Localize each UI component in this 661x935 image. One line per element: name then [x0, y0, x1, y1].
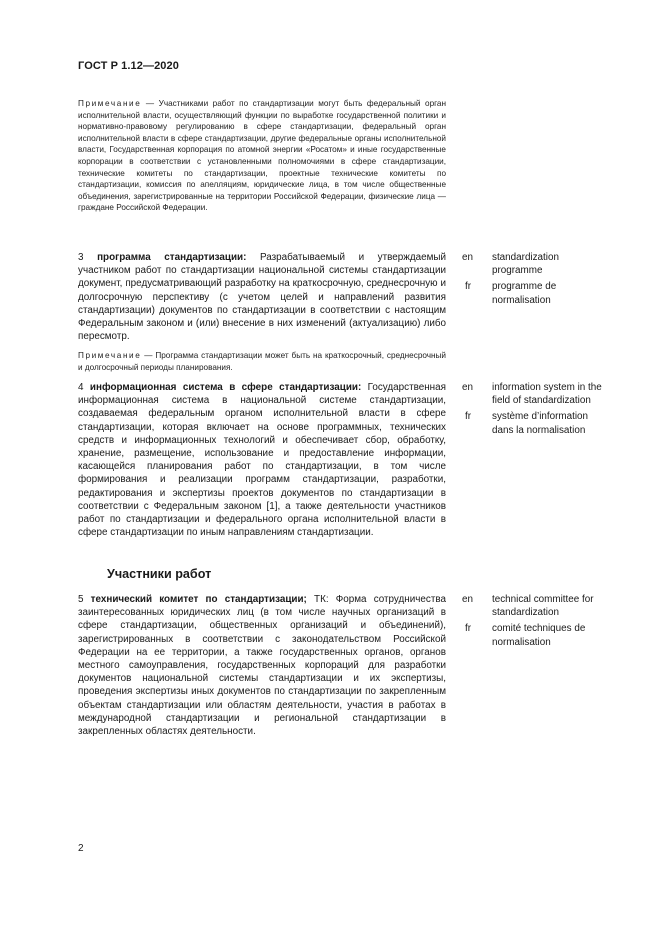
page-header: ГОСТ Р 1.12—2020 — [78, 60, 179, 72]
term-name: программа стандартизации: — [97, 252, 247, 263]
equivalent-en — [462, 593, 612, 619]
term-number: 5 — [78, 594, 91, 605]
term-3-equivalents — [462, 251, 612, 310]
term-5 — [78, 593, 446, 738]
term-4 — [78, 381, 446, 539]
term-name: информационная система в сфере стандартизации: — [89, 382, 362, 393]
page-number: 2 — [78, 843, 84, 854]
equivalent-text: information system in the field of standardization — [492, 382, 602, 407]
lang-code: en — [462, 594, 473, 605]
term-definition: ТК: Форма сотрудничества заинтересованных юридических лиц (в том числе научных организаций в сфере стандартизации, общественных организаций и объединений), зарегистрированных в соответствии с законодательством Российской Федерации на ее территории, а также государственных органов, органов местного самоуправления, государственных корпораций для разработки документов национальной системы стандартизации и их экспертизы, проведения экспертизы иных документов по стандартизации по закрепленным объектам стандартизации или областям деятельности, участия в работах в международной стандартизации и региональной стандартизации в закрепленных областях деятельности. — [78, 594, 446, 738]
equivalent-text: système d’information dans la normalisation — [492, 411, 589, 436]
note-text: — Участниками работ по стандартизации могут быть федеральный орган исполнительной власти, осуществляющий функции по выработке государственной политики и нормативно-правовому регулированию в сфере стандартизации, федеральный орган исполнительной власти в сфере стандартизации, другие федеральные органы исполнительной власти, Государственная корпорация по атомной энергии «Росатом» и иные государственные корпорации в соответствии с установленными полномочиями в сфере стандартизации, технические комитеты по стандартизации, проектные технические комитеты по стандартизации, комиссия по апелляциям, юридические лица, в том числе общественные объединения, зарегистрированные на территории Российской Федерации, физические лица — граждане Российской Федерации. — [78, 99, 446, 213]
term-name: технический комитет по стандартизации; — [90, 594, 307, 605]
note-label: Примечание — [78, 351, 142, 360]
equivalent-fr — [462, 410, 612, 436]
term-3 — [78, 251, 446, 343]
note-label: Примечание — [78, 99, 142, 108]
equivalent-text: programme de normalisation — [492, 281, 557, 306]
note-participants — [78, 98, 446, 214]
term-number: 3 — [78, 252, 98, 263]
lang-code: en — [462, 252, 473, 263]
term-definition: Разрабатываемый и утверждаемый участником работ по стандартизации национальной системы стандартизации документ, предусматривающий разработку на краткосрочную, среднесрочную и долгосрочную перспективу (с учетом целей и направлений развития стандартизации) документов по стандартизации в соответствии с настоящим Федеральным законом и (или) внесение в них изменений (актуализацию) либо пересмотр. — [78, 252, 446, 343]
equivalent-en — [462, 251, 612, 277]
lang-code: en — [462, 382, 473, 393]
term-4-equivalents — [462, 381, 612, 440]
equivalent-text: standardization programme — [492, 252, 559, 277]
note-text: — Программа стандартизации может быть на краткосрочный, среднесрочный и долгосрочный периоды планирования. — [78, 351, 446, 372]
lang-code: fr — [465, 281, 472, 293]
term-number: 4 — [78, 382, 90, 393]
equivalent-text: technical committee for standardization — [492, 594, 594, 619]
term-definition: Государственная информационная система в национальной системе стандартизации, создаваемая федеральным органом исполнительной власти в сфере стандартизации, которая включает на основе программных, технических средств и информационных технологий и обеспечивает сбор, обработку, хранение, размещение, использование и предоставление информации, касающейся планирования работ по стандартизации, в том числе формирования и реализации программ стандартизации, разработки, редактирования и экспертизы проектов документов по стандартизации в соответствии с Федеральным законом [1], а также деятельности участников работ по стандартизации и федерального органа исполнительной власти в сфере стандартизации по иным направлениям стандартизации. — [78, 382, 446, 539]
lang-code: fr — [465, 411, 472, 423]
equivalent-en — [462, 381, 612, 407]
term-5-equivalents — [462, 593, 612, 652]
note-program — [78, 350, 446, 373]
section-title: Участники работ — [107, 567, 212, 581]
lang-code: fr — [465, 623, 472, 635]
equivalent-text: comité techniques de normalisation — [492, 623, 586, 648]
equivalent-fr — [462, 280, 612, 306]
equivalent-fr — [462, 622, 612, 648]
